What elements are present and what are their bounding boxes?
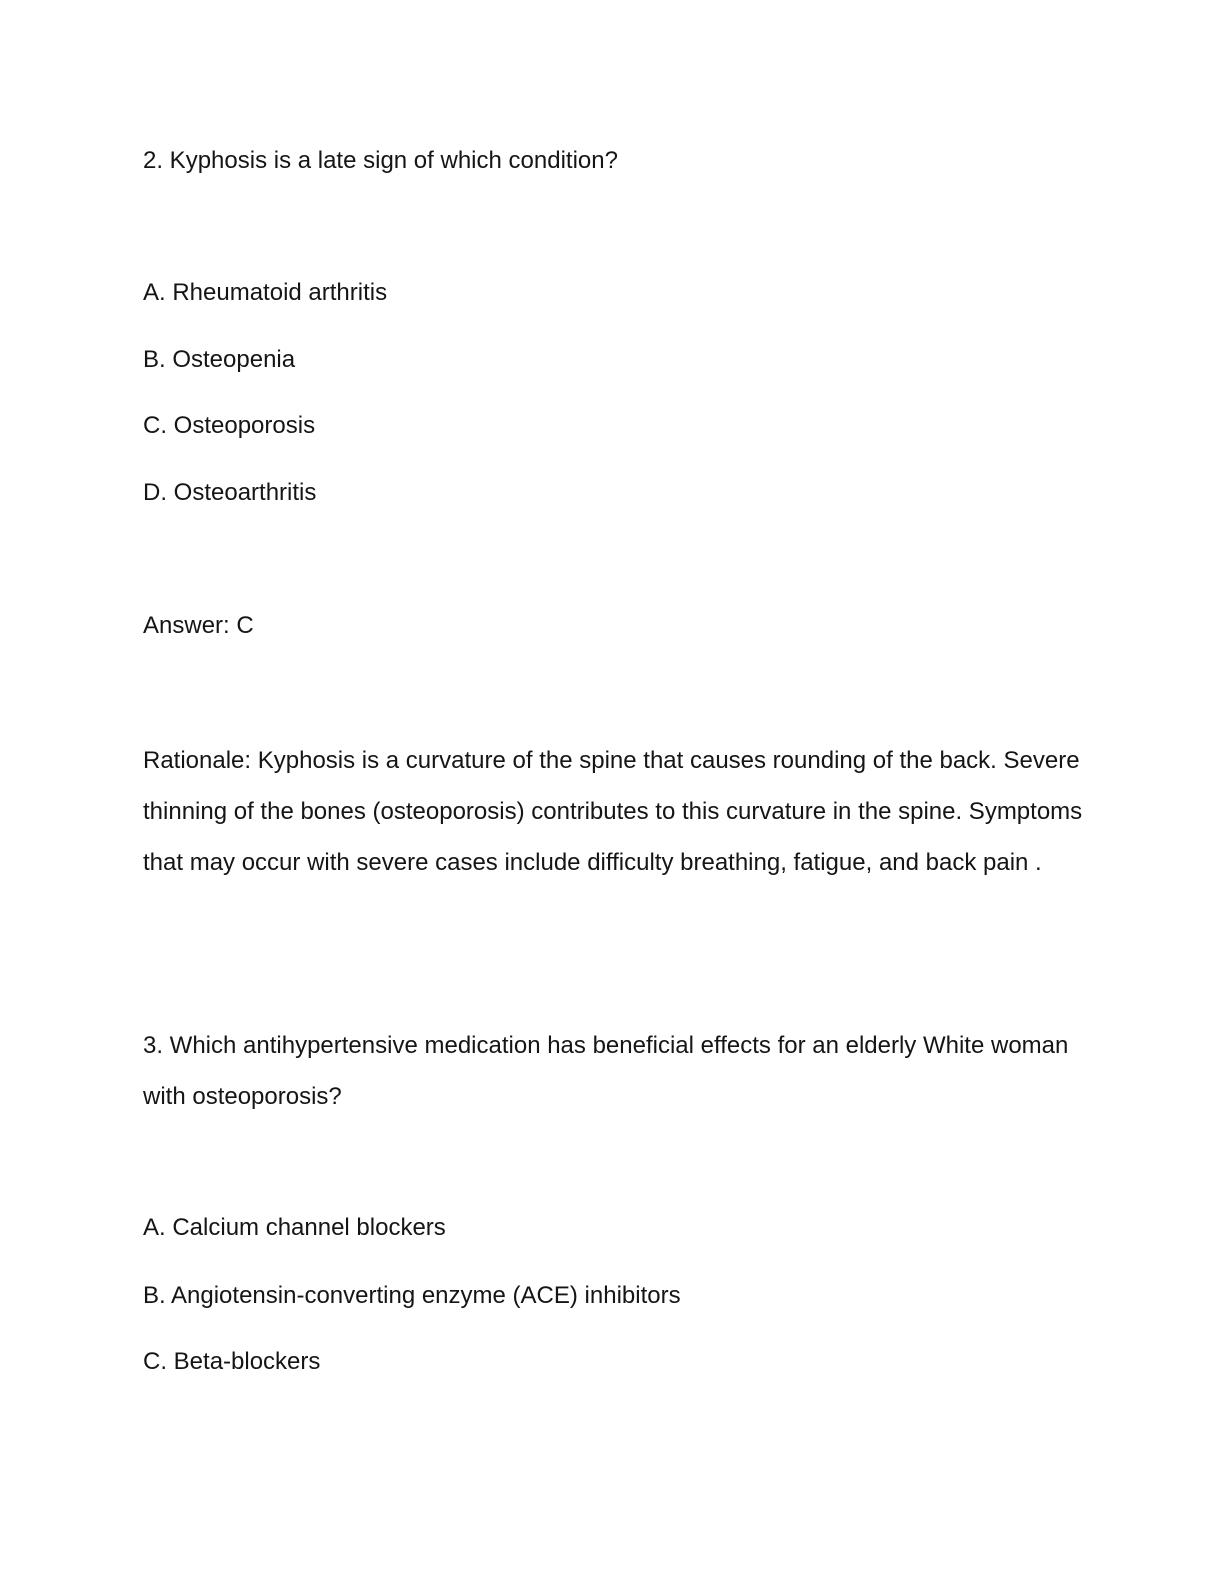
question-2-option-b: B. Osteopenia (143, 346, 296, 373)
question-2-option-d: D. Osteoarthritis (143, 479, 317, 506)
question-2-option-c: C. Osteoporosis (143, 412, 316, 439)
question-3-option-a: A. Calcium channel blockers (143, 1214, 446, 1241)
question-3-option-c: C. Beta-blockers (143, 1348, 321, 1375)
question-2-answer: Answer: C (143, 612, 254, 639)
question-2-option-a: A. Rheumatoid arthritis (143, 279, 388, 306)
question-2-stem: 2. Kyphosis is a late sign of which condition? (143, 147, 618, 174)
question-2-rationale: Rationale: Kyphosis is a curvature of the spine that causes rounding of the back. Severe thinning of the bones (osteoporosis) contributes to this curvature in the spine. Symptoms that may occur with severe cases include difficulty breathing, fatigue, and back pain . (143, 747, 1083, 876)
question-3-option-b: B. Angiotensin-converting enzyme (ACE) inhibitors (143, 1282, 681, 1309)
question-3-stem: 3. Which antihypertensive medication has beneficial effects for an elderly White woman with osteoporosis? (143, 1032, 1069, 1110)
